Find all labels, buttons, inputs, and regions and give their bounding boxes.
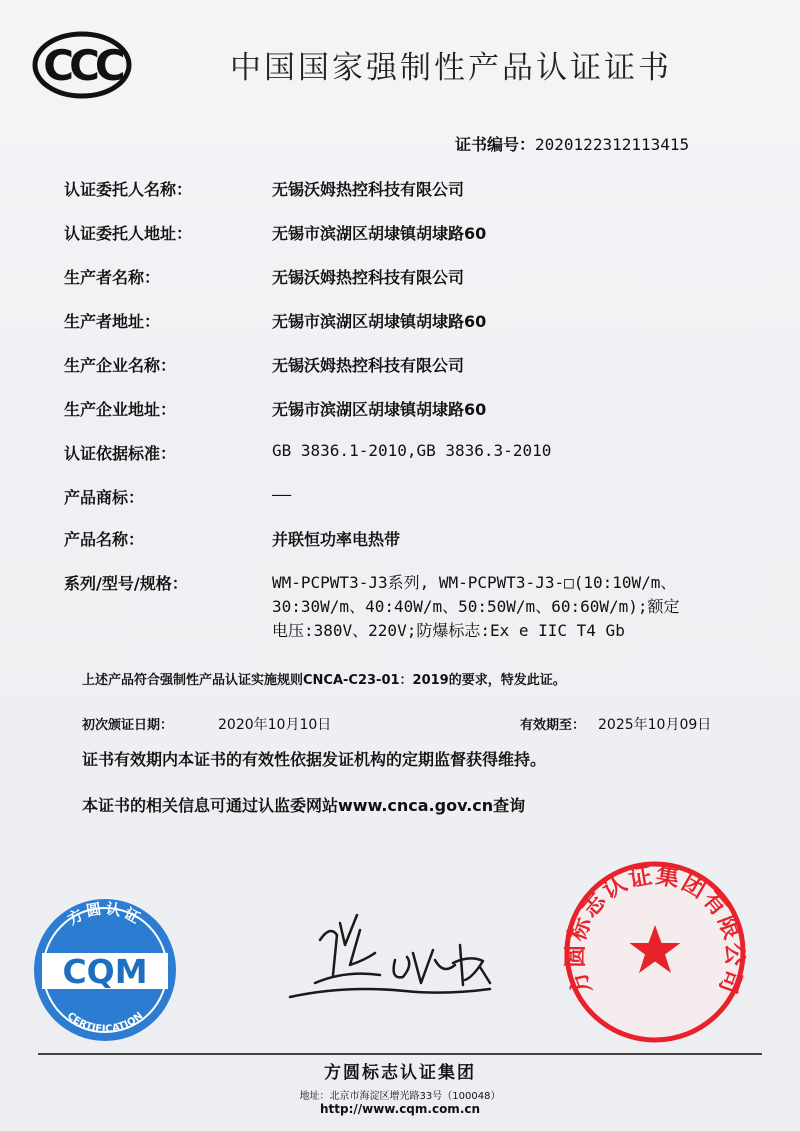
field-label: 认证委托人名称： — [64, 180, 193, 199]
certificate-number-label: 证书编号： — [455, 135, 536, 154]
field-value: —— — [272, 485, 292, 504]
certificate-title: 中国国家强制性产品认证证书 — [230, 50, 672, 86]
field-value: 并联恒功率电热带 — [272, 530, 401, 549]
field-label: 产品商标： — [64, 488, 145, 507]
spec-line: 30:30W/m、40:40W/m、50:50W/m、60:60W/m);额定 — [272, 597, 680, 616]
certificate-number — [455, 132, 689, 155]
field-label: 生产者名称： — [64, 268, 161, 287]
spec-line: 电压:380V、220V;防爆标志:Ex e IIC T4 Gb — [272, 621, 625, 640]
field-label: 系列/型号/规格： — [64, 574, 188, 593]
field-value: 无锡沃姆热控科技有限公司 — [272, 268, 465, 287]
validity-note: 证书有效期内本证书的有效性依据发证机构的定期监督获得维持。 — [82, 750, 547, 769]
field-value: 无锡沃姆热控科技有限公司 — [272, 356, 465, 375]
inquiry-note: 本证书的相关信息可通过认监委网站www.cnca.gov.cn查询 — [82, 796, 526, 815]
footer-divider — [38, 1053, 762, 1055]
field-label: 产品名称： — [64, 530, 145, 549]
footer-address: 地址：北京市海淀区增光路33号（100048） — [299, 1091, 501, 1102]
field-label: 认证委托人地址： — [64, 224, 193, 243]
spec-line: WM-PCPWT3-J3系列, WM-PCPWT3-J3-□(10:10W/m、 — [272, 573, 677, 592]
field-label: 生产企业名称： — [64, 356, 177, 375]
expiry-date-label: 有效期至： — [520, 718, 586, 733]
cqm-stamp-top-text: 方圆认证 — [64, 899, 146, 929]
certificate-number-value: 2020122312113415 — [535, 135, 690, 154]
cqm-stamp-main-text: CQM — [62, 952, 148, 991]
spec-value — [272, 571, 742, 643]
footer-url: http://www.cqm.com.cn — [319, 1102, 481, 1116]
footer-organization: 方圆标志认证集团 — [324, 1063, 476, 1083]
issue-date-label: 初次颁证日期： — [82, 718, 174, 733]
field-value: 无锡沃姆热控科技有限公司 — [272, 180, 465, 199]
field-value: 无锡市滨湖区胡埭镇胡埭路60 — [272, 400, 487, 419]
cqm-certification-stamp — [30, 895, 180, 1045]
issue-date-value: 2020年10月10日 — [218, 717, 332, 733]
field-value: GB 3836.1-2010,GB 3836.3-2010 — [272, 441, 552, 460]
ccc-logo — [32, 31, 132, 99]
company-red-seal — [560, 857, 750, 1047]
field-value: 无锡市滨湖区胡埭镇胡埭路60 — [272, 312, 487, 331]
ccc-logo-text: CCC — [43, 41, 121, 90]
compliance-statement: 上述产品符合强制性产品认证实施规则CNCA-C23-01：2019的要求，特发此证。 — [82, 673, 566, 688]
signature — [285, 905, 520, 1015]
field-label: 认证依据标准： — [64, 444, 177, 463]
field-label: 生产企业地址： — [64, 400, 177, 419]
expiry-date-value: 2025年10月09日 — [598, 717, 712, 733]
field-value: 无锡市滨湖区胡埭镇胡埭路60 — [272, 224, 487, 243]
red-seal-text: 方圆标志认证集团有限公司 — [562, 862, 748, 999]
field-label: 生产者地址： — [64, 312, 161, 331]
cqm-stamp-bottom-text: CERTIFICATION — [64, 1010, 146, 1036]
